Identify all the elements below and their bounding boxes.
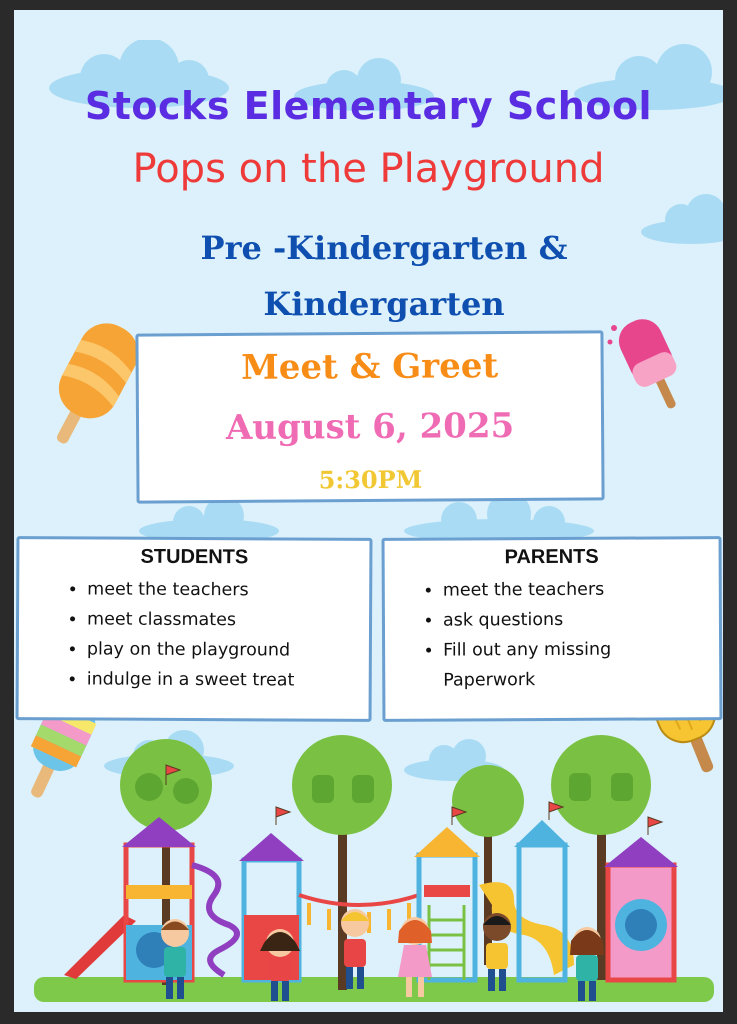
list-item: • meet classmates	[87, 604, 369, 635]
flyer-poster	[14, 10, 723, 1012]
list-item: • indulge in a sweet treat	[87, 664, 369, 695]
pink-popsicle-icon	[602, 310, 697, 415]
school-name: Stocks Elementary School	[84, 84, 653, 128]
list-item: • Fill out any missing Paperwork	[443, 635, 643, 696]
students-heading: STUDENTS	[140, 545, 249, 569]
parents-list	[385, 574, 720, 696]
parents-box	[382, 536, 723, 722]
playground-illustration	[14, 725, 723, 1012]
list-item: • meet the teachers	[87, 574, 369, 605]
event-time: 5:30PM	[318, 464, 423, 495]
orange-popsicle-icon	[36, 315, 146, 455]
students-list	[19, 574, 370, 696]
parents-heading: PARENTS	[504, 545, 599, 569]
meet-title: Meet & Greet	[241, 346, 499, 388]
grade-levels: Pre -Kindergarten & Kindergarten	[200, 229, 568, 323]
list-item: • play on the playground	[87, 634, 369, 665]
students-box	[16, 536, 373, 722]
list-item: • meet the teachers	[443, 574, 719, 605]
meet-and-greet-box	[135, 330, 604, 503]
list-item: • ask questions	[443, 604, 719, 635]
event-name: Pops on the Playground	[132, 146, 605, 192]
tree-icon	[292, 735, 392, 990]
cloud-icon	[399, 496, 599, 541]
event-date: August 6, 2025	[225, 405, 515, 449]
